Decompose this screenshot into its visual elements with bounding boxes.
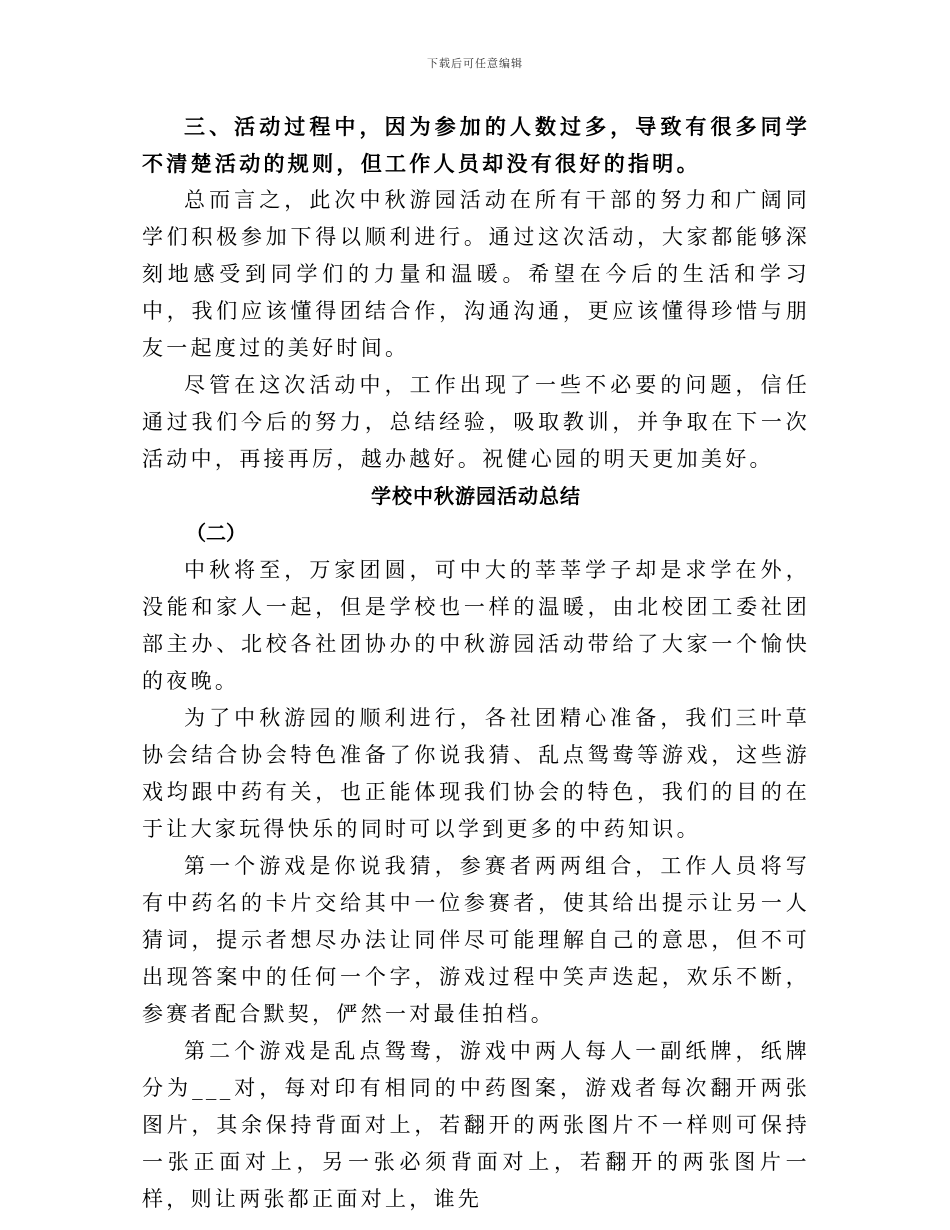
paragraph-intro: 中秋将至，万家团圆，可中大的莘莘学子却是求学在外，没能和家人一起，但是学校也一样的温暖，由北校团工委社团部主办、北校各社团协办的中秋游园活动带给了大家一个愉快的夜晚。 — [142, 558, 810, 693]
paragraph-game-one: 第一个游戏是你说我猜，参赛者两两组合，工作人员将写有中药名的卡片交给其中一位参赛者，使其给出提示让另一人猜词，提示者想尽办法让同伴尽可能理解自己的意思，但不可出现答案中的任何一个字，游戏过程中笑声迭起，欢乐不断，参赛者配合默契，俨然一对最佳拍档。 — [142, 854, 810, 1026]
paragraph-bold-point-three: 三、活动过程中，因为参加的人数过多，导致有很多同学不清楚活动的规则，但工作人员却没有很好的指明。 — [142, 114, 810, 176]
paragraph-game-two: 第二个游戏是乱点鸳鸯，游戏中两人每人一副纸牌，纸牌分为___对，每对印有相同的中药图案，游戏者每次翻开两张图片，其余保持背面对上，若翻开的两张图片不一样则可保持一张正面对上，另一张必须背面对上，若翻开的两张图片一样，则让两张都正面对上，谁先 — [142, 1039, 810, 1211]
paragraph-conclusion: 总而言之，此次中秋游园活动在所有干部的努力和广阔同学们积极参加下得以顺利进行。通过这次活动，大家都能够深刻地感受到同学们的力量和温暖。希望在今后的生活和学习中，我们应该懂得团结合作，沟通沟通，更应该懂得珍惜与朋友一起度过的美好时间。 — [142, 188, 810, 360]
paragraph-outlook: 尽管在这次活动中，工作出现了一些不必要的问题，信任通过我们今后的努力，总结经验，吸取教训，并争取在下一次活动中，再接再厉，越办越好。祝健心园的明天更加美好。 — [142, 373, 810, 471]
page-header: 下载后可任意编辑 — [427, 57, 523, 70]
paragraph-preparation: 为了中秋游园的顺利进行，各社团精心准备，我们三叶草协会结合协会特色准备了你说我猜、乱点鸳鸯等游戏，这些游戏均跟中药有关，也正能体现我们协会的特色，我们的目的在于让大家玩得快乐的同时可以学到更多的中药知识。 — [142, 706, 810, 841]
section-title: 学校中秋游园活动总结 — [371, 484, 581, 508]
section-subtitle: （二） — [186, 521, 246, 545]
document-body — [142, 108, 810, 1218]
